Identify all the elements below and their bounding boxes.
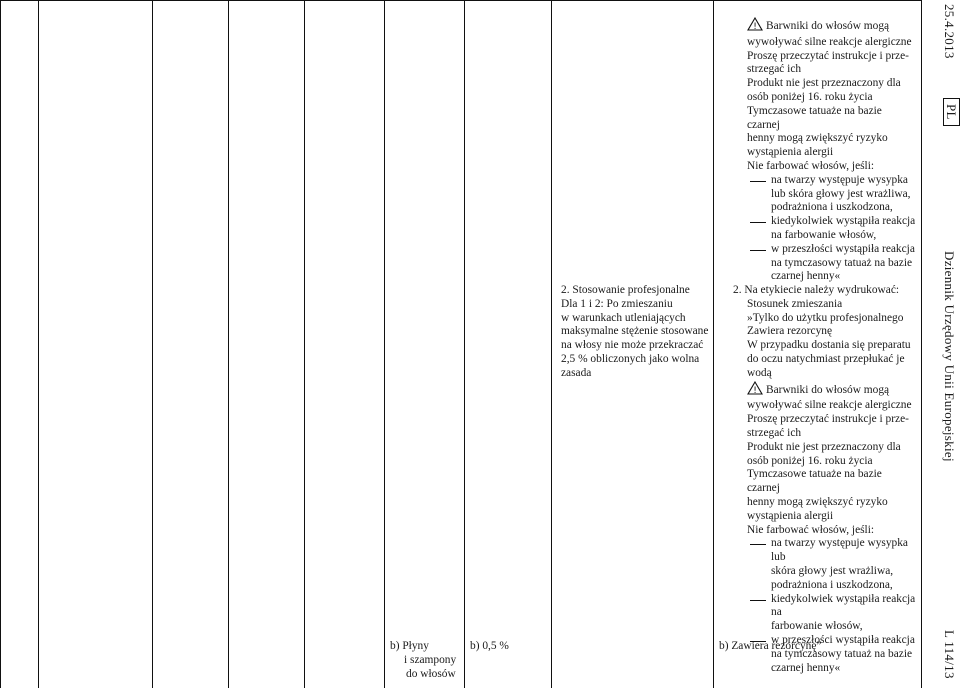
dash-item — [747, 593, 917, 634]
header-page-ref — [941, 630, 957, 679]
label-line: do oczu natychmiast przepłukać je — [747, 352, 905, 365]
column-divider — [38, 0, 39, 688]
warning-triangle-icon — [747, 381, 763, 400]
product-line: do włosów — [406, 668, 456, 680]
warning-line: wystąpienia alergii — [747, 146, 834, 159]
column-divider — [464, 0, 465, 688]
label-line: W przypadku dostania się preparatu — [747, 339, 911, 352]
journal-title: Dziennik Urzędowy Unii Europejskiej — [942, 251, 957, 462]
conditions-line: Dla 1 i 2: Po zmieszaniu — [561, 297, 673, 310]
conditions-line: zasada — [561, 366, 592, 379]
header-date — [941, 4, 957, 59]
warning-line: wystąpienia alergii — [747, 509, 834, 522]
warning-triangle-icon — [747, 17, 763, 36]
label-line: wodą — [747, 366, 772, 379]
warning-line: osób poniżej 16. roku życia — [747, 90, 873, 103]
table-border-right — [921, 0, 922, 688]
conditions-line: maksymalne stężenie stosowane — [561, 325, 709, 338]
warning-line: wywoływać silne reakcje alergiczne — [747, 35, 912, 48]
conditions-line: na włosy nie może przekraczać — [561, 339, 704, 352]
label-heading: 2. Na etykiecie należy wydrukować: — [733, 284, 900, 296]
dash-line: na twarzy występuje wysypka lub — [771, 537, 908, 564]
dash-line: na tymczasowy tatuaż na bazie — [771, 647, 913, 660]
column-divider — [551, 0, 552, 688]
conditions-column — [561, 284, 711, 381]
warnings-column-bottom — [733, 284, 917, 675]
dash-line: skóra głowy jest wrażliwa, — [771, 564, 894, 577]
column-divider — [713, 0, 714, 688]
warning-line: Tymczasowe tatuaże na bazie czarnej — [747, 468, 882, 495]
dash-line: na farbowanie włosów, — [771, 228, 877, 241]
conditions-heading: 2. Stosowanie profesjonalne — [561, 284, 690, 296]
label-text: b) Zawiera rezorcynę” — [719, 640, 822, 652]
row-divider — [0, 0, 921, 1]
header-language — [943, 98, 959, 126]
warnings-column-top — [747, 17, 917, 284]
max-concentration: b) 0,5 % — [470, 640, 509, 652]
label-line: Zawiera rezorcynę — [747, 325, 833, 338]
warning-line: Proszę przeczytać instrukcje i prze- — [747, 49, 909, 62]
warning-line: wywoływać silne reakcje alergiczne — [747, 399, 912, 412]
column-divider — [384, 0, 385, 688]
page-reference: L 114/13 — [942, 630, 957, 679]
svg-text:!: ! — [753, 385, 757, 395]
svg-text:!: ! — [753, 22, 757, 31]
dash-line: kiedykolwiek wystąpiła reakcja — [771, 215, 916, 228]
dash-line: podrażniona i uszkodzona, — [771, 578, 893, 591]
label-line: »Tylko do użytku profesjonalnego — [747, 311, 904, 324]
warning-line: Barwniki do włosów mogą — [766, 383, 890, 396]
dash-line: na twarzy występuje wysypka — [771, 173, 908, 186]
warning-line: Nie farbować włosów, jeśli: — [747, 159, 875, 172]
product-line: i szampony — [404, 654, 457, 666]
warning-line: henny mogą zwiększyć ryzyko — [747, 495, 888, 508]
dash-line: farbowanie włosów, — [771, 620, 863, 633]
language-badge: PL — [943, 98, 960, 126]
dash-item — [747, 243, 917, 284]
dash-line: czarnej henny« — [771, 661, 841, 674]
column-divider — [304, 0, 305, 688]
dash-item — [747, 537, 917, 592]
date-text: 25.4.2013 — [942, 4, 957, 59]
table-border-left — [0, 0, 1, 688]
dash-item — [747, 215, 917, 243]
dash-line: czarnej henny« — [771, 270, 841, 283]
warning-line: strzegać ich — [747, 426, 802, 439]
label-cell — [719, 639, 821, 653]
warning-line: Barwniki do włosów mogą — [766, 20, 890, 32]
warning-line: Nie farbować włosów, jeśli: — [747, 523, 875, 536]
max-concentration-cell — [470, 639, 509, 653]
warning-line: Produkt nie jest przeznaczony dla — [747, 77, 901, 90]
warning-line: osób poniżej 16. roku życia — [747, 454, 873, 467]
dash-line: na tymczasowy tatuaż na bazie — [771, 256, 913, 269]
column-divider — [228, 0, 229, 688]
dash-line: lub skóra głowy jest wrażliwa, — [771, 187, 911, 200]
dash-line: w przeszłości wystąpiła reakcja — [771, 242, 915, 255]
header-journal — [941, 251, 957, 462]
conditions-line: w warunkach utleniających — [561, 311, 686, 324]
warning-line: strzegać ich — [747, 63, 802, 76]
product-type-cell — [390, 639, 462, 681]
dash-line: podrażniona i uszkodzona, — [771, 201, 893, 214]
warning-line: Proszę przeczytać instrukcje i prze- — [747, 413, 909, 426]
product-line: b) Płyny — [390, 640, 429, 652]
warning-line: Tymczasowe tatuaże na bazie czarnej — [747, 104, 882, 131]
dash-line: w przeszłości wystąpiła reakcja — [771, 633, 915, 646]
column-divider — [152, 0, 153, 688]
conditions-line: 2,5 % obliczonych jako wolna — [561, 352, 700, 365]
dash-line: kiedykolwiek wystąpiła reakcja na — [771, 592, 916, 619]
label-line: Stosunek zmieszania — [747, 297, 843, 310]
warning-line: Produkt nie jest przeznaczony dla — [747, 440, 901, 453]
dash-item — [747, 174, 917, 215]
warning-line: henny mogą zwiększyć ryzyko — [747, 132, 888, 145]
